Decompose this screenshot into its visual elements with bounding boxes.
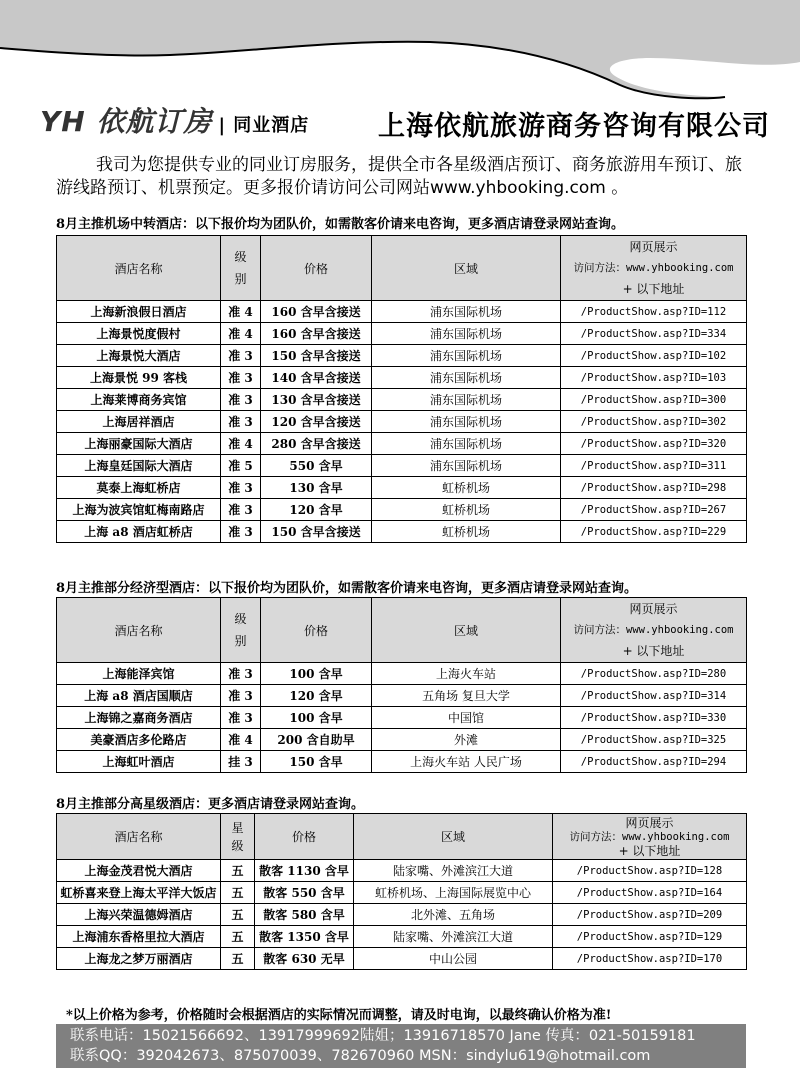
table-row <box>57 477 747 499</box>
area-cell: 中国馆 <box>372 707 561 729</box>
url-link-cell[interactable]: /ProductShow.asp?ID=311 <box>561 455 747 477</box>
price-cell: 120 含早含接送 <box>261 411 372 433</box>
url-link-cell[interactable]: /ProductShow.asp?ID=302 <box>561 411 747 433</box>
area-cell: 浦东国际机场 <box>372 455 561 477</box>
hotel-name-cell: 上海丽豪国际大酒店 <box>57 433 221 455</box>
section-title: 8月主推部分高星级酒店：更多酒店请登录网站查询。 <box>56 797 365 812</box>
price-cell: 160 含早含接送 <box>261 323 372 345</box>
header-price: 价格 <box>255 814 354 860</box>
url-link-cell[interactable]: /ProductShow.asp?ID=325 <box>561 729 747 751</box>
price-cell: 160 含早含接送 <box>261 301 372 323</box>
table-row <box>57 323 747 345</box>
header-web: 网页展示 访问方法：www.yhbooking.com + 以下地址 <box>561 236 747 301</box>
hotel-name-cell: 上海虹叶酒店 <box>57 751 221 773</box>
header-grade: 星级 <box>221 814 255 860</box>
table-row <box>57 455 747 477</box>
table-header-row <box>57 814 747 860</box>
url-link-cell[interactable]: /ProductShow.asp?ID=112 <box>561 301 747 323</box>
url-link-cell[interactable]: /ProductShow.asp?ID=229 <box>561 521 747 543</box>
section-title: 8月主推部分经济型酒店：以下报价均为团队价，如需散客价请来电咨询，更多酒店请登录网站查询。 <box>56 581 638 596</box>
table-row <box>57 904 747 926</box>
header-name: 酒店名称 <box>57 598 221 663</box>
table-header-row <box>57 236 747 301</box>
header-grade: 级别 <box>221 236 261 301</box>
table-row <box>57 411 747 433</box>
hotel-name-cell: 上海龙之梦万丽酒店 <box>57 948 221 970</box>
grade-cell: 准 4 <box>221 301 261 323</box>
price-cell: 散客 580 含早 <box>255 904 354 926</box>
url-link-cell[interactable]: /ProductShow.asp?ID=209 <box>553 904 747 926</box>
url-link-cell[interactable]: /ProductShow.asp?ID=314 <box>561 685 747 707</box>
grade-cell: 准 3 <box>221 685 261 707</box>
header-price: 价格 <box>261 598 372 663</box>
url-link-cell[interactable]: /ProductShow.asp?ID=334 <box>561 323 747 345</box>
url-link-cell[interactable]: /ProductShow.asp?ID=164 <box>553 882 747 904</box>
header-area: 区域 <box>372 236 561 301</box>
hotel-name-cell: 上海皇廷国际大酒店 <box>57 455 221 477</box>
table-row <box>57 345 747 367</box>
table-row <box>57 499 747 521</box>
hotel-name-cell: 上海 a8 酒店国顺店 <box>57 685 221 707</box>
price-cell: 280 含早含接送 <box>261 433 372 455</box>
table-row <box>57 729 747 751</box>
grade-cell: 五 <box>221 904 255 926</box>
price-cell: 100 含早 <box>261 707 372 729</box>
logo-text: YH 依航订房 <box>40 105 213 138</box>
grade-cell: 准 3 <box>221 521 261 543</box>
budget-hotels-table <box>56 597 747 773</box>
hotel-name-cell: 上海兴荣温德姆酒店 <box>57 904 221 926</box>
header-area: 区域 <box>354 814 553 860</box>
header-grade: 级别 <box>221 598 261 663</box>
price-cell: 150 含早含接送 <box>261 345 372 367</box>
url-link-cell[interactable]: /ProductShow.asp?ID=102 <box>561 345 747 367</box>
table-row <box>57 860 747 882</box>
contact-qq-line: 联系QQ：392042673、875070039、782670960 MSN：sindylu619@hotmail.com <box>70 1048 651 1064</box>
area-cell: 虹桥机场 <box>372 499 561 521</box>
brand-logo <box>40 100 309 140</box>
grade-cell: 准 3 <box>221 707 261 729</box>
price-cell: 150 含早 <box>261 751 372 773</box>
price-cell: 120 含早 <box>261 685 372 707</box>
header-wave-decoration <box>0 0 800 100</box>
area-cell: 外滩 <box>372 729 561 751</box>
hotel-name-cell: 上海锦之嘉商务酒店 <box>57 707 221 729</box>
area-cell: 上海火车站 <box>372 663 561 685</box>
area-cell: 陆家嘴、外滩滨江大道 <box>354 860 553 882</box>
table-row <box>57 367 747 389</box>
hotel-name-cell: 虹桥喜来登上海太平洋大饭店 <box>57 882 221 904</box>
grade-cell: 挂 3 <box>221 751 261 773</box>
hotel-name-cell: 上海浦东香格里拉大酒店 <box>57 926 221 948</box>
area-cell: 虹桥机场 <box>372 521 561 543</box>
url-link-cell[interactable]: /ProductShow.asp?ID=300 <box>561 389 747 411</box>
area-cell: 浦东国际机场 <box>372 367 561 389</box>
header-area: 区域 <box>372 598 561 663</box>
url-link-cell[interactable]: /ProductShow.asp?ID=280 <box>561 663 747 685</box>
grade-cell: 准 5 <box>221 455 261 477</box>
url-link-cell[interactable]: /ProductShow.asp?ID=320 <box>561 433 747 455</box>
area-cell: 虹桥机场 <box>372 477 561 499</box>
price-cell: 散客 630 无早 <box>255 948 354 970</box>
grade-cell: 五 <box>221 860 255 882</box>
grade-cell: 准 4 <box>221 433 261 455</box>
grade-cell: 准 3 <box>221 345 261 367</box>
grade-cell: 准 3 <box>221 663 261 685</box>
price-cell: 550 含早 <box>261 455 372 477</box>
table-row <box>57 926 747 948</box>
table-row <box>57 389 747 411</box>
hotel-name-cell: 上海为波宾馆虹梅南路店 <box>57 499 221 521</box>
price-cell: 100 含早 <box>261 663 372 685</box>
hotel-name-cell: 上海景悦 99 客栈 <box>57 367 221 389</box>
area-cell: 中山公园 <box>354 948 553 970</box>
hotel-name-cell: 上海能泽宾馆 <box>57 663 221 685</box>
grade-cell: 五 <box>221 948 255 970</box>
header-web: 网页展示 访问方法：www.yhbooking.com + 以下地址 <box>553 814 747 860</box>
airport-hotels-table <box>56 235 747 543</box>
table-row <box>57 433 747 455</box>
area-cell: 浦东国际机场 <box>372 411 561 433</box>
url-link-cell[interactable]: /ProductShow.asp?ID=294 <box>561 751 747 773</box>
area-cell: 陆家嘴、外滩滨江大道 <box>354 926 553 948</box>
price-cell: 130 含早 <box>261 477 372 499</box>
url-link-cell[interactable]: /ProductShow.asp?ID=298 <box>561 477 747 499</box>
grade-cell: 五 <box>221 882 255 904</box>
price-cell: 散客 1350 含早 <box>255 926 354 948</box>
area-cell: 浦东国际机场 <box>372 301 561 323</box>
price-cell: 120 含早 <box>261 499 372 521</box>
price-cell: 150 含早含接送 <box>261 521 372 543</box>
intro-text: 我司为您提供专业的同业订房服务，提供全市各星级酒店预订、商务旅游用车预订、旅游线路预订、机票预定。更多报价请访问公司网站www.yhbooking.com 。 <box>56 155 742 198</box>
grade-cell: 准 3 <box>221 389 261 411</box>
url-link-cell[interactable]: /ProductShow.asp?ID=103 <box>561 367 747 389</box>
grade-cell: 准 3 <box>221 367 261 389</box>
hotel-name-cell: 美豪酒店多伦路店 <box>57 729 221 751</box>
area-cell: 北外滩、五角场 <box>354 904 553 926</box>
hotel-name-cell: 上海居祥酒店 <box>57 411 221 433</box>
company-name: 上海依航旅游商务咨询有限公司 <box>378 111 770 142</box>
header-name: 酒店名称 <box>57 814 221 860</box>
price-cell: 散客 550 含早 <box>255 882 354 904</box>
grade-cell: 准 3 <box>221 477 261 499</box>
url-link-cell[interactable]: /ProductShow.asp?ID=330 <box>561 707 747 729</box>
price-cell: 130 含早含接送 <box>261 389 372 411</box>
area-cell: 五角场 复旦大学 <box>372 685 561 707</box>
url-link-cell[interactable]: /ProductShow.asp?ID=129 <box>553 926 747 948</box>
grade-cell: 准 3 <box>221 499 261 521</box>
table-row <box>57 707 747 729</box>
hotel-name-cell: 上海 a8 酒店虹桥店 <box>57 521 221 543</box>
area-cell: 浦东国际机场 <box>372 389 561 411</box>
area-cell: 虹桥机场、上海国际展览中心 <box>354 882 553 904</box>
grade-cell: 准 4 <box>221 323 261 345</box>
price-cell: 140 含早含接送 <box>261 367 372 389</box>
header-name: 酒店名称 <box>57 236 221 301</box>
area-cell: 浦东国际机场 <box>372 433 561 455</box>
table-header-row <box>57 598 747 663</box>
url-link-cell[interactable]: /ProductShow.asp?ID=267 <box>561 499 747 521</box>
intro-paragraph <box>56 154 756 200</box>
grade-cell: 准 3 <box>221 411 261 433</box>
table-row <box>57 882 747 904</box>
luxury-hotels-table <box>56 813 747 970</box>
header-web: 网页展示 访问方法：www.yhbooking.com + 以下地址 <box>561 598 747 663</box>
area-cell: 浦东国际机场 <box>372 323 561 345</box>
hotel-name-cell: 上海莱博商务宾馆 <box>57 389 221 411</box>
table-row <box>57 751 747 773</box>
table-row <box>57 948 747 970</box>
url-link-cell[interactable]: /ProductShow.asp?ID=170 <box>553 948 747 970</box>
contact-bar <box>56 1024 746 1068</box>
contact-phone-line: 联系电话：15021566692、13917999692陆姐；13916718570 Jane 传真：021-50159181 <box>70 1028 696 1044</box>
grade-cell: 准 4 <box>221 729 261 751</box>
price-cell: 200 含自助早 <box>261 729 372 751</box>
price-cell: 散客 1130 含早 <box>255 860 354 882</box>
table-row <box>57 521 747 543</box>
hotel-name-cell: 上海景悦大酒店 <box>57 345 221 367</box>
table-row <box>57 685 747 707</box>
hotel-name-cell: 上海新浪假日酒店 <box>57 301 221 323</box>
header-price: 价格 <box>261 236 372 301</box>
area-cell: 上海火车站 人民广场 <box>372 751 561 773</box>
table-row <box>57 301 747 323</box>
price-disclaimer: *以上价格为参考，价格随时会根据酒店的实际情况而调整，请及时电询，以最终确认价格为准! <box>66 1008 612 1023</box>
url-link-cell[interactable]: /ProductShow.asp?ID=128 <box>553 860 747 882</box>
section-title: 8月主推机场中转酒店：以下报价均为团队价，如需散客价请来电咨询，更多酒店请登录网站查询。 <box>56 217 625 232</box>
logo-subtitle: | 同业酒店 <box>218 115 310 136</box>
hotel-name-cell: 上海景悦度假村 <box>57 323 221 345</box>
area-cell: 浦东国际机场 <box>372 345 561 367</box>
table-row <box>57 663 747 685</box>
grade-cell: 五 <box>221 926 255 948</box>
hotel-name-cell: 莫泰上海虹桥店 <box>57 477 221 499</box>
hotel-name-cell: 上海金茂君悦大酒店 <box>57 860 221 882</box>
